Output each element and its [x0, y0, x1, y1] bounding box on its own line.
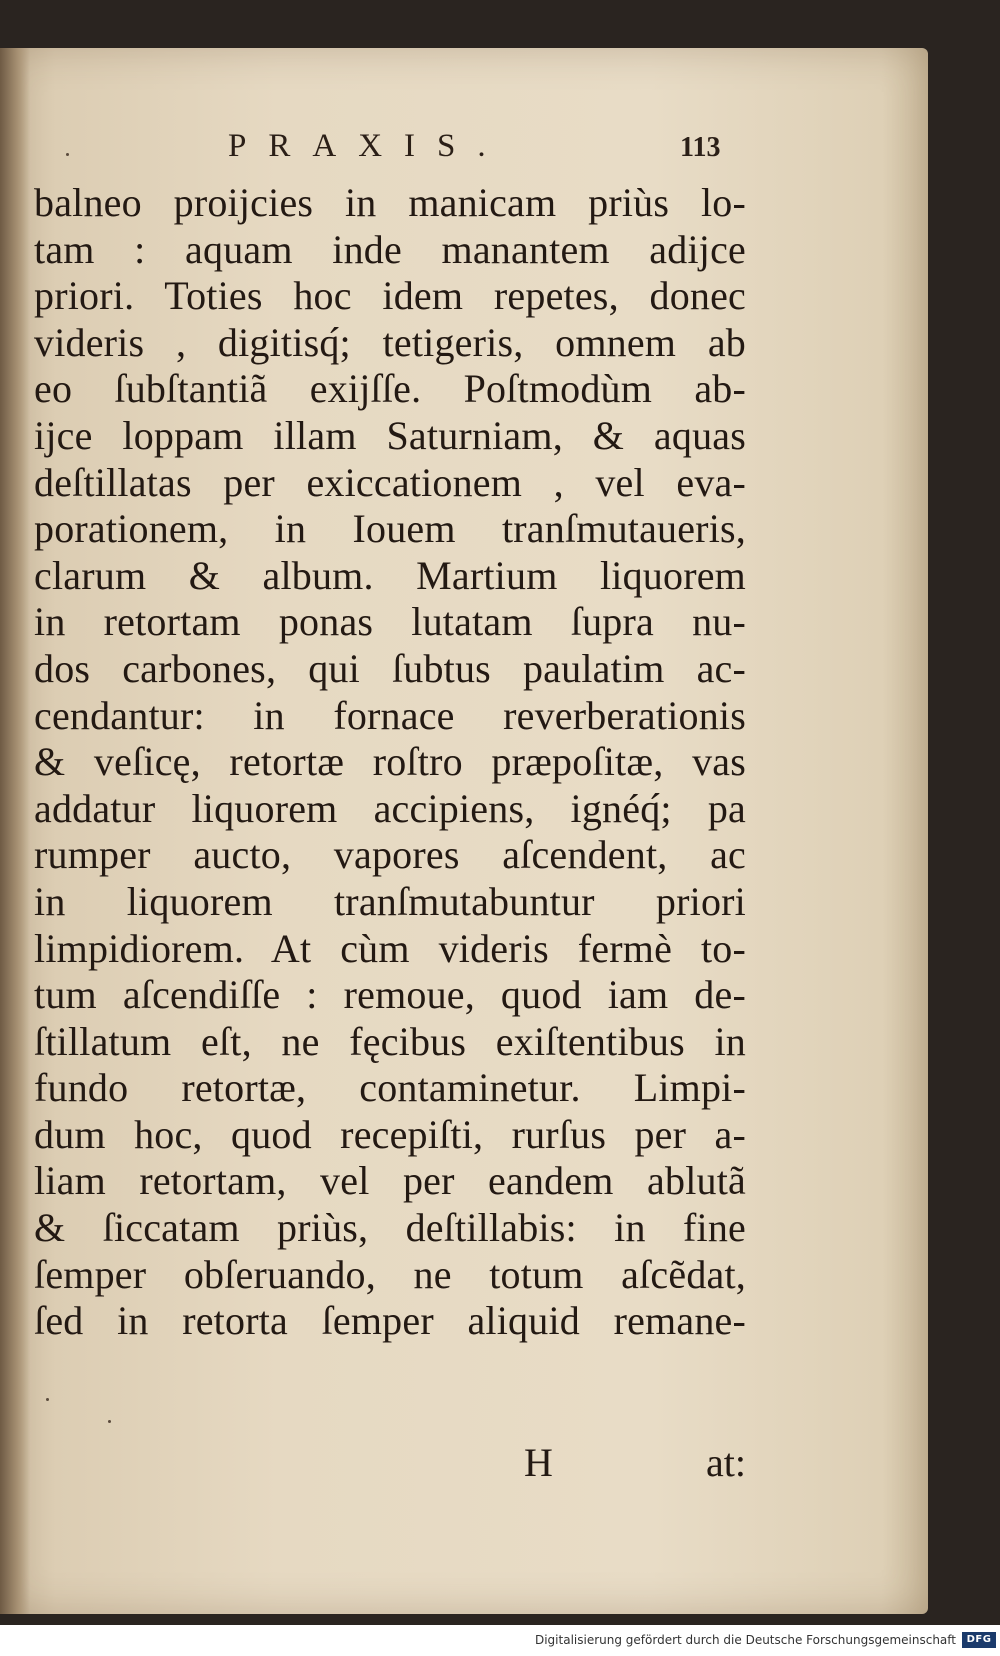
text-line: rumper aucto, vapores aſcendent, ac [34, 832, 746, 878]
text-line: tam : aquam inde manantem adijce [34, 226, 746, 272]
text-line: in liquorem tranſmutabuntur priori [34, 878, 746, 924]
text-line: dum hoc, quod recepiſti, rurſus per a- [34, 1111, 746, 1157]
body-text [34, 180, 746, 1345]
text-line: videris , digitisq́; tetigeris, omnem ab [34, 319, 746, 365]
text-line: ſed in retorta ſemper aliquid remane- [34, 1298, 746, 1344]
funding-credit: Digitalisierung gefördert durch die Deutsche Forschungsgemeinschaft [534, 1633, 956, 1647]
text-line: limpidiorem. At cùm videris fermè to- [34, 925, 746, 971]
text-line: balneo proijcies in manicam priùs lo- [34, 180, 746, 225]
text-line: & veſicę, retortæ roſtro præpoſitæ, vas [34, 739, 746, 785]
text-line: ſtillatum eſt, ne fęcibus exiſtentibus in [34, 1018, 746, 1064]
text-line: in retortam ponas lutatam ſupra nu- [34, 599, 746, 645]
text-line: & ſiccatam priùs, deſtillabis: in fine [34, 1205, 746, 1251]
signature-mark: H [524, 1440, 553, 1485]
catchline [34, 1439, 746, 1483]
running-head-title: PRAXIS. [228, 128, 508, 164]
text-line: porationem, in Iouem tranſmutaueris, [34, 506, 746, 552]
text-line: tum aſcendiſſe : remoue, quod iam de- [34, 972, 746, 1018]
digitization-footer [0, 1625, 1000, 1656]
dfg-logo: DFG [962, 1632, 996, 1648]
text-line: ſemper obſeruando, ne totum aſcẽdat, [34, 1251, 746, 1297]
catchword: at: [706, 1440, 746, 1485]
ink-speck [108, 1420, 111, 1423]
book-page [0, 48, 928, 1614]
text-line: priori. Toties hoc idem repetes, donec [34, 273, 746, 319]
text-line: addatur liquorem accipiens, ignéq́; pa [34, 785, 746, 831]
text-line: clarum & album. Martium liquorem [34, 552, 746, 598]
ink-speck [66, 153, 69, 156]
text-line: deſtillatas per exiccationem , vel eva- [34, 459, 746, 505]
page-number: 113 [680, 132, 721, 163]
text-line: fundo retortæ, contaminetur. Limpi- [34, 1065, 746, 1111]
running-head [0, 128, 928, 178]
text-line: liam retortam, vel per eandem ablutã [34, 1158, 746, 1204]
ink-speck [46, 1398, 49, 1401]
text-line: eo ſubſtantiã exijſſe. Poſtmodùm ab- [34, 366, 746, 412]
text-line: dos carbones, qui ſubtus paulatim ac- [34, 645, 746, 691]
text-line: ijce loppam illam Saturniam, & aquas [34, 412, 746, 458]
page-gutter-shadow [0, 48, 30, 1614]
text-line: cendantur: in fornace reverberationis [34, 692, 746, 738]
